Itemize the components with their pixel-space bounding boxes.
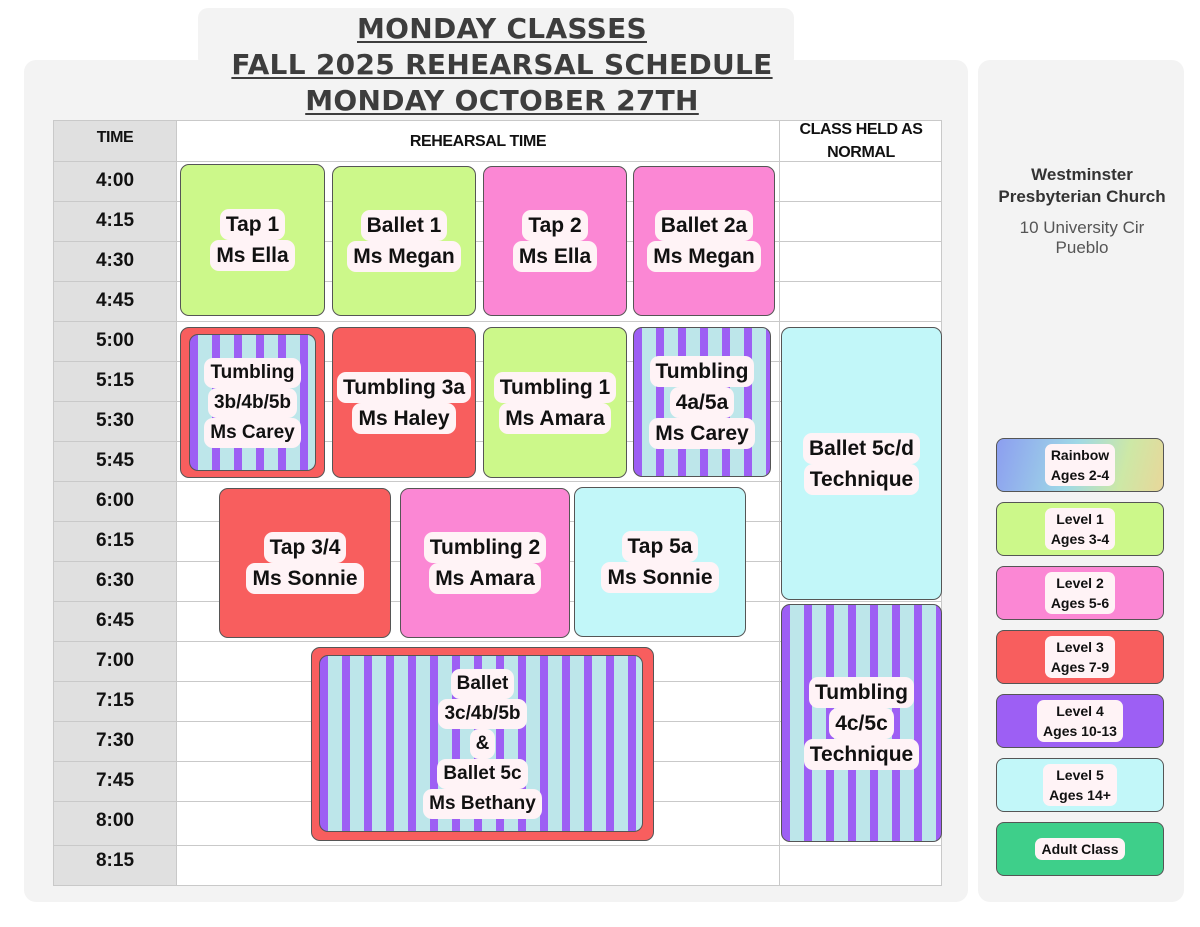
class-name: Tumbling xyxy=(204,358,300,388)
class-block-ballet-3c[interactable] xyxy=(311,647,654,841)
class-name: Tumbling 2 xyxy=(424,532,546,563)
class-name: Tap 2 xyxy=(522,210,587,241)
time-slot-label: 5:15 xyxy=(95,370,135,391)
class-name-2: Ballet 5c xyxy=(437,759,527,789)
class-detail: Technique xyxy=(804,739,919,770)
class-block-tumbling-3b[interactable] xyxy=(180,327,325,478)
class-name: Tumbling xyxy=(809,677,914,708)
class-teacher: Ms Sonnie xyxy=(246,563,363,594)
time-slot-label: 7:15 xyxy=(95,690,135,711)
class-block-tumbling-1[interactable] xyxy=(483,327,627,478)
class-name: Ballet 1 xyxy=(361,210,448,241)
legend-label xyxy=(1045,508,1115,550)
legend-label xyxy=(1037,700,1123,742)
class-detail: Technique xyxy=(804,464,919,495)
legend-ages: Ages 5-6 xyxy=(1050,595,1110,611)
church-name-line-2: Presbyterian Church xyxy=(998,187,1166,206)
church-info xyxy=(980,164,1184,258)
class-block-tap-1[interactable] xyxy=(180,164,325,316)
header-class-held-line-1: CLASS HELD AS xyxy=(799,121,923,138)
legend-item xyxy=(996,694,1164,748)
legend-ages: Ages 2-4 xyxy=(1050,467,1110,483)
header-rehearsal-time: REHEARSAL TIME xyxy=(409,133,547,150)
time-slot-label: 5:30 xyxy=(95,410,135,431)
legend-ages: Ages 14+ xyxy=(1049,787,1111,803)
time-slot-label: 8:00 xyxy=(95,810,135,831)
legend-label xyxy=(1045,444,1115,486)
church-address-line-2: Pueblo xyxy=(1055,238,1109,257)
class-teacher: Ms Carey xyxy=(204,418,301,448)
class-block-ballet-2a[interactable] xyxy=(633,166,775,316)
class-teacher: Ms Sonnie xyxy=(601,562,718,593)
class-name: Tumbling 1 xyxy=(494,372,616,403)
legend-ages: Ages 3-4 xyxy=(1050,531,1110,547)
church-address-line-1: 10 University Cir xyxy=(1019,218,1145,237)
grid-row-line xyxy=(53,845,942,846)
class-block-tumbling-4a[interactable] xyxy=(633,327,771,477)
class-level: 3c/4b/5b xyxy=(438,699,526,729)
class-block-ballet-5cd[interactable] xyxy=(781,327,942,600)
time-slot-label: 4:15 xyxy=(95,210,135,231)
legend-item xyxy=(996,822,1164,876)
legend-level: Adult Class xyxy=(1041,841,1119,857)
class-teacher: Ms Haley xyxy=(352,403,455,434)
time-slot-label: 6:30 xyxy=(95,570,135,591)
class-block-tap-5a[interactable] xyxy=(574,487,746,637)
time-slot-label: 4:00 xyxy=(95,170,135,191)
title-line-3: MONDAY OCTOBER 27TH xyxy=(305,84,699,117)
class-level: 4a/5a xyxy=(670,387,735,418)
class-name: Tap 1 xyxy=(220,209,285,240)
class-level: 4c/5c xyxy=(829,708,894,739)
legend-item xyxy=(996,502,1164,556)
class-block-tumbling-2[interactable] xyxy=(400,488,570,638)
legend-level: Level 3 xyxy=(1056,639,1104,655)
class-teacher: Ms Megan xyxy=(647,241,761,272)
class-teacher: Ms Megan xyxy=(347,241,461,272)
church-name-line-1: Westminster xyxy=(1031,165,1133,184)
legend-label xyxy=(1045,572,1115,614)
class-block-tumbling-4c[interactable] xyxy=(781,604,942,842)
title-line-2: FALL 2025 REHEARSAL SCHEDULE xyxy=(231,48,773,81)
class-name: Tap 3/4 xyxy=(264,532,347,563)
class-name: Ballet 2a xyxy=(655,210,753,241)
legend-level: Level 5 xyxy=(1056,767,1104,783)
title-line-1: MONDAY CLASSES xyxy=(357,12,647,45)
class-name: Ballet xyxy=(451,669,515,699)
time-slot-label: 7:30 xyxy=(95,730,135,751)
header-class-held-line-2: NORMAL xyxy=(827,144,895,161)
class-teacher: Ms Carey xyxy=(649,418,754,449)
time-slot-label: 6:15 xyxy=(95,530,135,551)
class-block-tap-2[interactable] xyxy=(483,166,627,316)
class-teacher: Ms Amara xyxy=(499,403,611,434)
class-teacher: Ms Bethany xyxy=(423,789,542,819)
time-slot-label: 7:45 xyxy=(95,770,135,791)
class-level: 3b/4b/5b xyxy=(208,388,297,418)
time-slot-label: 6:00 xyxy=(95,490,135,511)
class-ampersand: & xyxy=(470,729,496,759)
header-time: TIME xyxy=(96,129,134,146)
time-slot-label: 4:30 xyxy=(95,250,135,271)
legend-item xyxy=(996,630,1164,684)
legend-label xyxy=(1043,764,1117,806)
legend-item xyxy=(996,566,1164,620)
legend-ages: Ages 10-13 xyxy=(1043,723,1117,739)
legend-level: Level 2 xyxy=(1056,575,1104,591)
legend-level: Level 4 xyxy=(1056,703,1104,719)
class-teacher: Ms Ella xyxy=(210,240,294,271)
legend-item xyxy=(996,438,1164,492)
legend-label xyxy=(1035,838,1124,860)
class-teacher: Ms Ella xyxy=(513,241,597,272)
class-block-tumbling-3a[interactable] xyxy=(332,327,476,478)
class-block-ballet-1[interactable] xyxy=(332,166,476,316)
class-name: Tap 5a xyxy=(622,531,699,562)
class-name: Ballet 5c/d xyxy=(803,433,920,464)
grid-divider xyxy=(779,120,780,886)
legend-level: Level 1 xyxy=(1056,511,1104,527)
class-block-tap-3-4[interactable] xyxy=(219,488,391,638)
time-slot-label: 6:45 xyxy=(95,610,135,631)
legend-ages: Ages 7-9 xyxy=(1050,659,1110,675)
time-slot-label: 4:45 xyxy=(95,290,135,311)
time-slot-label: 7:00 xyxy=(95,650,135,671)
legend-label xyxy=(1045,636,1115,678)
class-name: Tumbling xyxy=(650,356,755,387)
time-slot-label: 5:45 xyxy=(95,450,135,471)
class-name: Tumbling 3a xyxy=(337,372,471,403)
time-slot-label: 8:15 xyxy=(95,850,135,871)
legend-item xyxy=(996,758,1164,812)
grid-divider xyxy=(176,120,177,886)
class-teacher: Ms Amara xyxy=(429,563,541,594)
grid-row-line xyxy=(53,321,942,322)
legend-level: Rainbow xyxy=(1050,447,1110,463)
time-slot-label: 5:00 xyxy=(95,330,135,351)
